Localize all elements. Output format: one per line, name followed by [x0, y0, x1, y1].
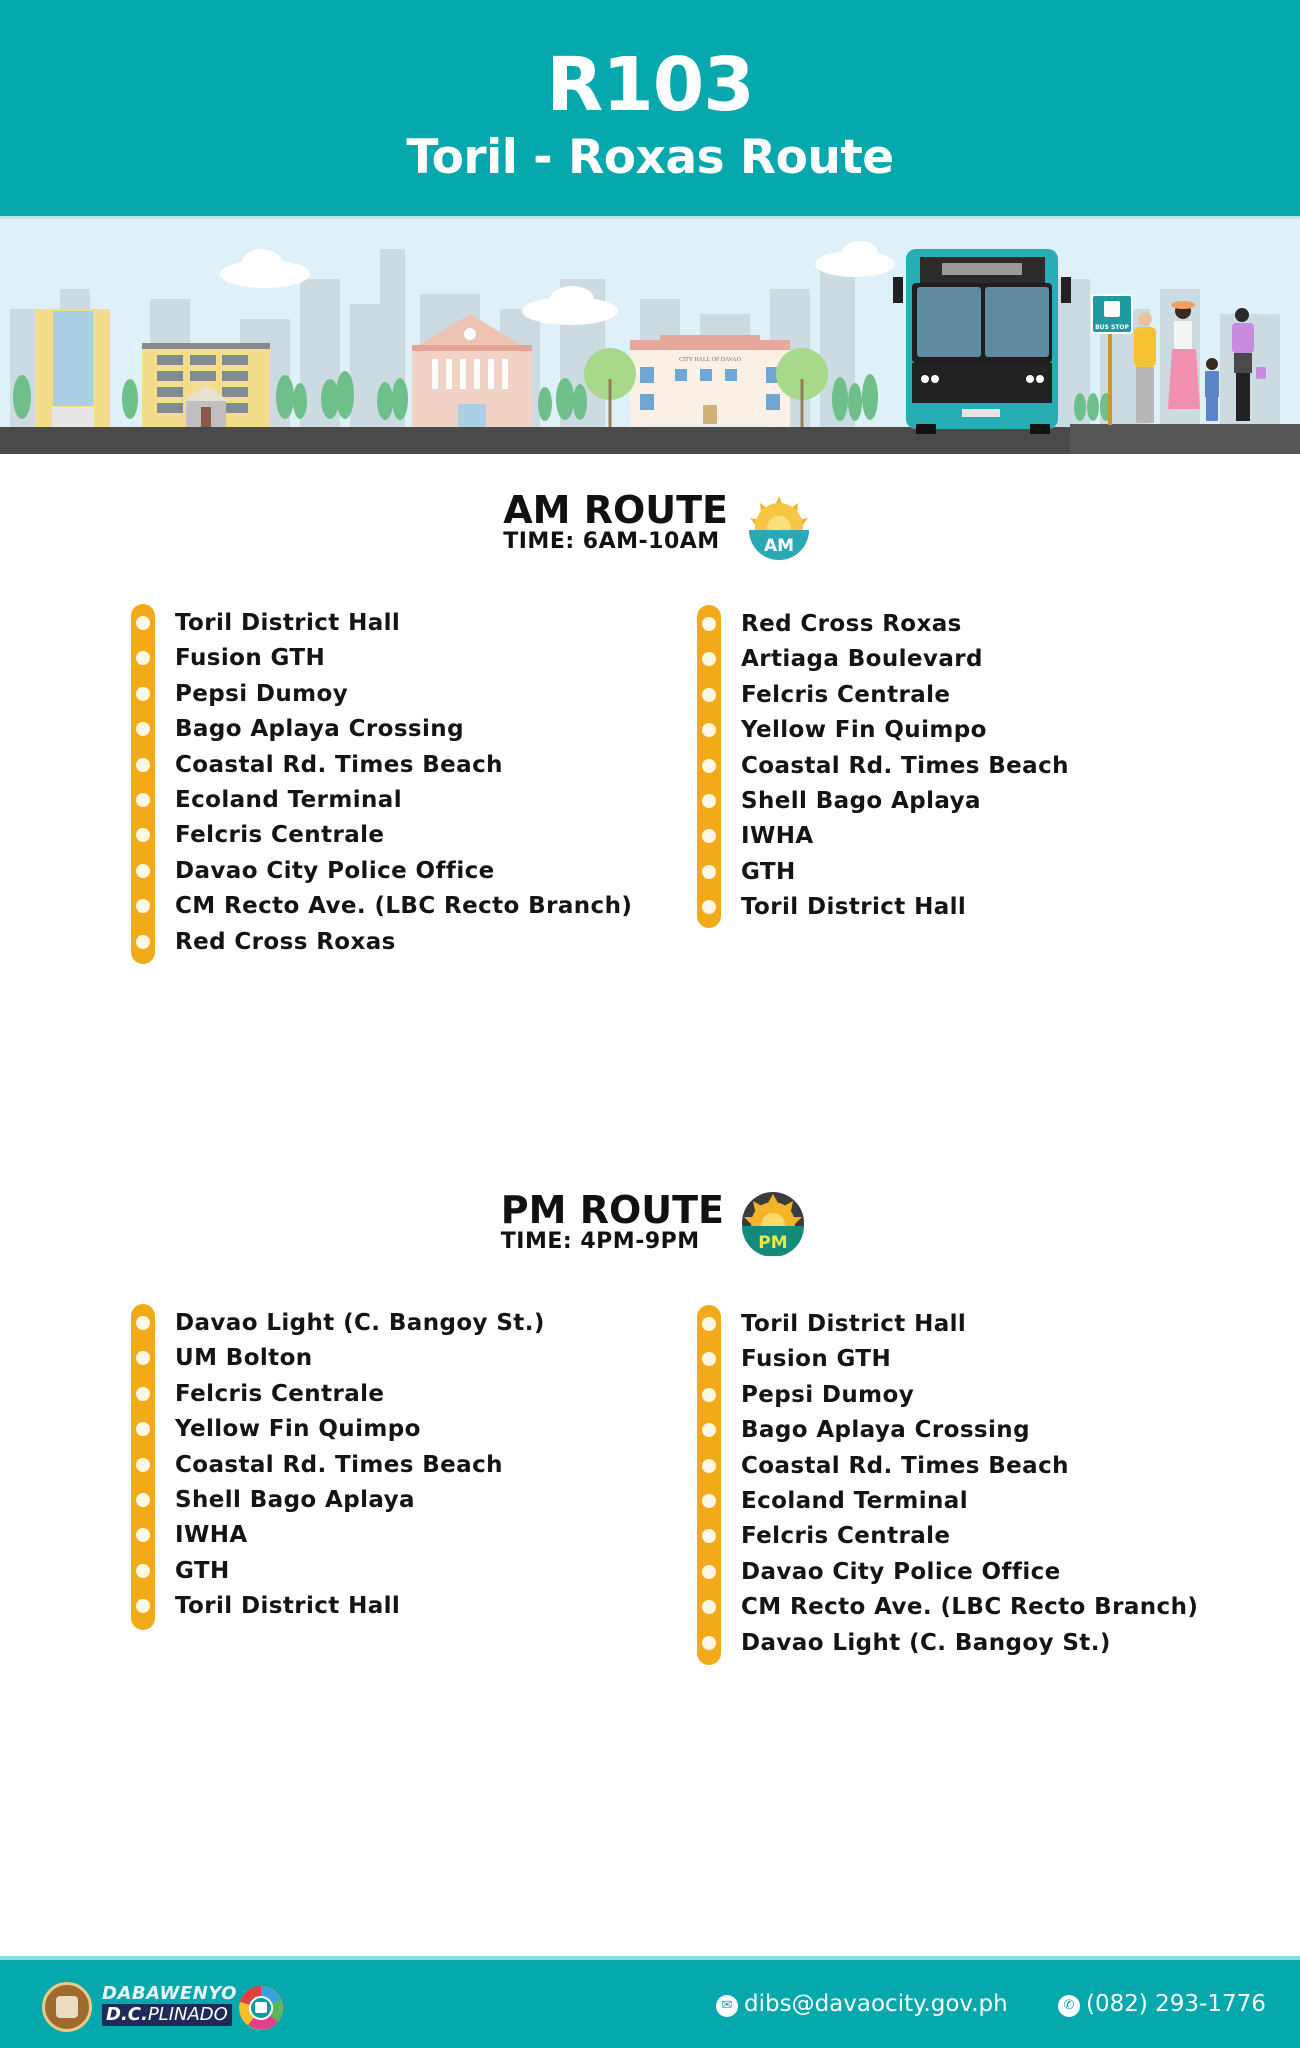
- stop-item: Coastal Rd. Times Beach: [131, 1448, 545, 1483]
- stop-item: Davao City Police Office: [131, 854, 632, 889]
- stop-dot-icon: [702, 1317, 716, 1331]
- stop-dot-icon: [702, 1600, 716, 1614]
- stop-item: UM Bolton: [131, 1341, 545, 1376]
- stop-item: Toril District Hall: [697, 890, 1069, 925]
- stop-dot-icon: [136, 1528, 150, 1542]
- am-route-time: TIME: 6AM-10AM: [503, 529, 720, 554]
- stop-item: Pepsi Dumoy: [131, 677, 632, 712]
- stop-dot-icon: [136, 1316, 150, 1330]
- stop-item: Ecoland Terminal: [697, 1484, 1198, 1519]
- davao-bus-logo: [236, 1980, 286, 2032]
- stop-dot-icon: [702, 617, 716, 631]
- stop-item: Davao City Police Office: [697, 1555, 1198, 1590]
- stop-dot-icon: [136, 722, 150, 736]
- stop-dot-icon: [702, 1529, 716, 1543]
- stop-dot-icon: [136, 651, 150, 665]
- stop-dot-icon: [702, 794, 716, 808]
- pm-outbound-stops: [131, 1304, 545, 1625]
- am-route-heading: [0, 490, 1300, 570]
- am-outbound-stops: [131, 604, 632, 960]
- stop-item: GTH: [697, 855, 1069, 890]
- stop-dot-icon: [702, 1388, 716, 1402]
- stop-dot-icon: [136, 1351, 150, 1365]
- stop-item: IWHA: [131, 1518, 545, 1553]
- svg-text:PM: PM: [758, 1233, 788, 1253]
- stop-dot-icon: [136, 1493, 150, 1507]
- contact-email[interactable]: ✉ dibs@davaocity.gov.ph: [716, 1990, 1008, 2018]
- stop-dot-icon: [702, 652, 716, 666]
- stop-dot-icon: [702, 1423, 716, 1437]
- stop-item: Toril District Hall: [131, 1589, 545, 1624]
- stop-item: Yellow Fin Quimpo: [131, 1412, 545, 1447]
- stop-item: IWHA: [697, 819, 1069, 854]
- bus-icon: [893, 249, 1071, 434]
- stop-item: Felcris Centrale: [697, 1519, 1198, 1554]
- page-header: [0, 0, 1300, 216]
- stop-dot-icon: [702, 688, 716, 702]
- stop-dot-icon: [702, 1459, 716, 1473]
- am-route-title: AM ROUTE: [503, 488, 728, 532]
- pm-route-time: TIME: 4PM-9PM: [500, 1229, 700, 1254]
- stop-item: Artiaga Boulevard: [697, 642, 1069, 677]
- stop-item: Red Cross Roxas: [131, 925, 632, 960]
- contact-phone[interactable]: ✆ (082) 293-1776: [1058, 1990, 1266, 2018]
- stop-item: Fusion GTH: [131, 641, 632, 676]
- stop-dot-icon: [702, 1636, 716, 1650]
- stop-dot-icon: [136, 1458, 150, 1472]
- pm-route-heading: [0, 1190, 1300, 1270]
- stop-item: Felcris Centrale: [131, 1377, 545, 1412]
- stop-item: Yellow Fin Quimpo: [697, 713, 1069, 748]
- pm-return-stops: [697, 1305, 1198, 1661]
- stop-dot-icon: [702, 759, 716, 773]
- svg-text:AM: AM: [763, 536, 795, 556]
- stop-item: Pepsi Dumoy: [697, 1378, 1198, 1413]
- stop-item: Bago Aplaya Crossing: [131, 712, 632, 747]
- svg-text:CITY HALL OF DAVAO: CITY HALL OF DAVAO: [679, 357, 741, 363]
- stop-dot-icon: [136, 1387, 150, 1401]
- stop-dot-icon: [136, 935, 150, 949]
- cityscape-illustration: [0, 219, 1300, 454]
- stop-item: Coastal Rd. Times Beach: [697, 1449, 1198, 1484]
- stop-dot-icon: [702, 1565, 716, 1579]
- stop-item: Toril District Hall: [131, 606, 632, 641]
- stop-dot-icon: [136, 1564, 150, 1578]
- am-return-stops: [697, 605, 1069, 926]
- stop-dot-icon: [136, 1422, 150, 1436]
- route-code: R103: [546, 42, 754, 128]
- stop-item: Toril District Hall: [697, 1307, 1198, 1342]
- dabawenyo-dcplinado-logo: DABAWENYO D.C.PLINADO: [102, 1983, 237, 2025]
- stop-item: Felcris Centrale: [697, 678, 1069, 713]
- stop-item: Coastal Rd. Times Beach: [131, 748, 632, 783]
- stop-item: CM Recto Ave. (LBC Recto Branch): [131, 889, 632, 924]
- pm-route-title: PM ROUTE: [500, 1188, 724, 1232]
- svg-text:BUS STOP: BUS STOP: [1095, 324, 1129, 331]
- page-footer: [0, 1956, 1300, 2048]
- stop-dot-icon: [136, 1599, 150, 1613]
- stop-item: Coastal Rd. Times Beach: [697, 749, 1069, 784]
- stop-item: Davao Light (C. Bangoy St.): [131, 1306, 545, 1341]
- stop-dot-icon: [136, 758, 150, 772]
- stop-dot-icon: [136, 687, 150, 701]
- city-seal-logo: [42, 1982, 92, 2032]
- stop-dot-icon: [702, 1494, 716, 1508]
- stop-item: Red Cross Roxas: [697, 607, 1069, 642]
- stop-item: CM Recto Ave. (LBC Recto Branch): [697, 1590, 1198, 1625]
- stop-dot-icon: [702, 900, 716, 914]
- stop-dot-icon: [136, 899, 150, 913]
- stop-dot-icon: [702, 723, 716, 737]
- stop-item: Bago Aplaya Crossing: [697, 1413, 1198, 1448]
- stop-item: Fusion GTH: [697, 1342, 1198, 1377]
- stop-dot-icon: [136, 616, 150, 630]
- city-bus-illustration: [0, 216, 1300, 454]
- phone-icon: ✆: [1058, 1995, 1080, 2017]
- envelope-icon: ✉: [716, 1995, 738, 2017]
- stop-item: GTH: [131, 1554, 545, 1589]
- stop-dot-icon: [702, 829, 716, 843]
- stop-item: Shell Bago Aplaya: [697, 784, 1069, 819]
- sunset-pm-icon: [740, 1190, 806, 1256]
- stop-dot-icon: [702, 865, 716, 879]
- stop-dot-icon: [702, 1352, 716, 1366]
- stop-dot-icon: [136, 793, 150, 807]
- stop-dot-icon: [136, 828, 150, 842]
- stop-item: Shell Bago Aplaya: [131, 1483, 545, 1518]
- route-name: Toril - Roxas Route: [406, 130, 894, 185]
- stop-item: Felcris Centrale: [131, 818, 632, 853]
- stop-item: Ecoland Terminal: [131, 783, 632, 818]
- stop-dot-icon: [136, 864, 150, 878]
- stop-item: Davao Light (C. Bangoy St.): [697, 1626, 1198, 1661]
- sunrise-am-icon: [746, 494, 812, 560]
